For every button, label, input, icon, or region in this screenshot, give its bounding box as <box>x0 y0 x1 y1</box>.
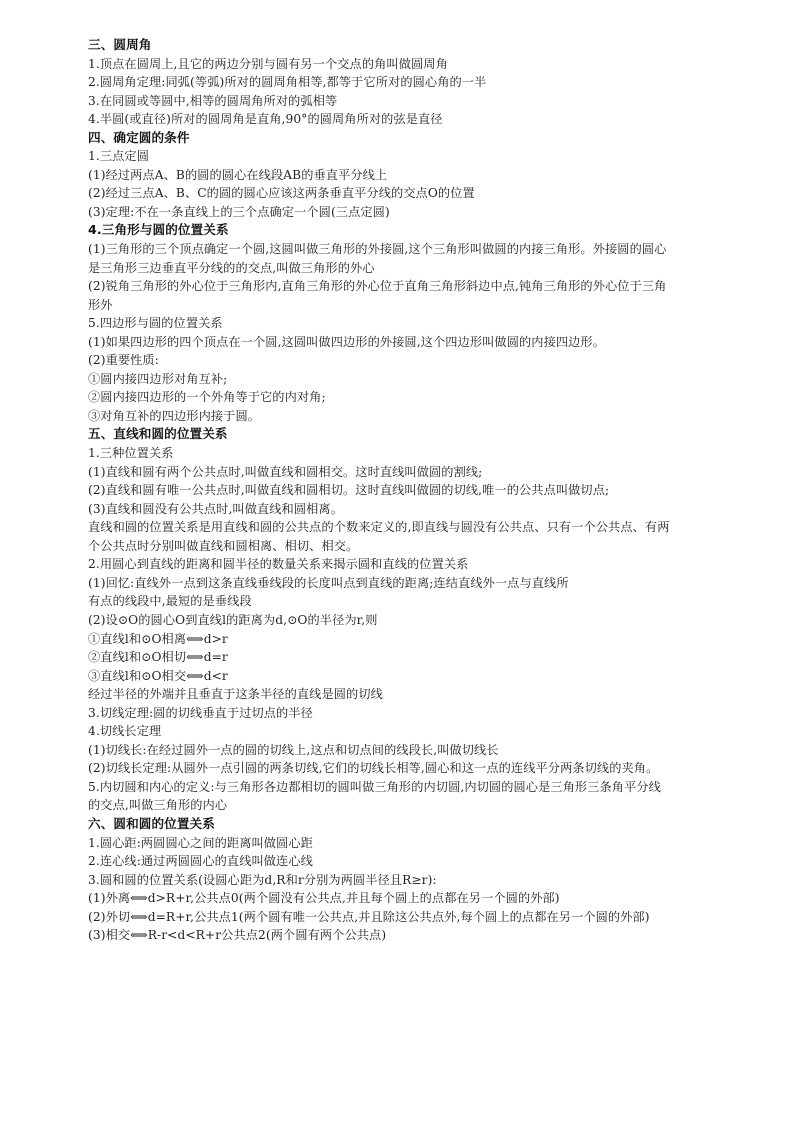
text-line: 1.圆心距:两圆圆心之间的距离叫做圆心距 <box>88 835 313 850</box>
text-line: 2.用圆心到直线的距离和圆半径的数量关系来揭示圆和直线的位置关系 <box>88 557 469 572</box>
text-line: 经过半径的外端并且垂直于这条半径的直线是圆的切线 <box>88 687 383 702</box>
text-line: ③对角互补的四边形内接于圆。 <box>88 408 261 423</box>
text-line: 形外 <box>88 297 113 312</box>
text-line: (1)如果四边形的四个顶点在一个圆,这圆叫做四边形的外接圆,这个四边形叫做圆的内接四边形。 <box>88 334 606 349</box>
text-line: ②直线l和⊙O相切⟺d=r <box>88 650 228 665</box>
text-line: 2.连心线:通过两圆圆心的直线叫做连心线 <box>88 854 313 869</box>
text-line: 5.内切圆和内心的定义:与三角形各边都相切的圆叫做三角形的内切圆,内切圆的圆心是三角形三条角平分线 <box>88 779 661 794</box>
section-heading: 四、确定圆的条件 <box>88 129 190 145</box>
text-line: 是三角形三边垂直平分线的的交点,叫做三角形的外心 <box>88 260 375 275</box>
section-heading: 三、圆周角 <box>88 37 152 52</box>
text-line: (1)回忆:直线外一点到这条直线垂线段的长度叫点到直线的距离;连结直线外一点与直线所 <box>88 575 569 590</box>
text-line: (2)设⊙O的圆心O到直线l的距离为d,⊙O的半径为r,则 <box>88 612 378 627</box>
document-body <box>88 36 728 945</box>
section-heading: 五、直线和圆的位置关系 <box>88 426 228 442</box>
section-heading: 4.三角形与圆的位置关系 <box>88 222 229 238</box>
text-line: ①直线l和⊙O相离⟺d>r <box>88 631 228 646</box>
text-line: (1)外离⟺d>R+r,公共点0(两个圆没有公共点,并且每个圆上的点都在另一个圆的外部) <box>88 891 560 906</box>
text-line: ②圆内接四边形的一个外角等于它的内对角; <box>88 390 326 405</box>
text-line: 1.三点定圆 <box>88 149 149 164</box>
text-line: 5.四边形与圆的位置关系 <box>88 316 223 331</box>
text-line: (2)切线长定理:从圆外一点引圆的两条切线,它们的切线长相等,圆心和这一点的连线平分两条切线的夹角。 <box>88 761 659 776</box>
text-line: (1)经过两点A、B的圆的圆心在线段AB的垂直平分线上 <box>88 167 388 182</box>
text-line: (2)锐角三角形的外心位于三角形内,直角三角形的外心位于直角三角形斜边中点,钝角三角形的外心位于三角 <box>88 279 667 294</box>
text-line: 1.三种位置关系 <box>88 446 174 461</box>
text-line: 直线和圆的位置关系是用直线和圆的公共点的个数来定义的,即直线与圆没有公共点、只有一个公共点、有两 <box>88 520 670 535</box>
text-line: 的交点,叫做三角形的内心 <box>88 798 228 813</box>
section-heading: 六、圆和圆的位置关系 <box>88 815 215 831</box>
text-line: 3.切线定理:圆的切线垂直于过切点的半径 <box>88 705 313 720</box>
text-line: 2.圆周角定理:同弧(等弧)所对的圆周角相等,都等于它所对的圆心角的一半 <box>88 75 487 90</box>
text-line: 4.半圆(或直径)所对的圆周角是直角,90°的圆周角所对的弦是直径 <box>88 112 443 127</box>
text-line: (2)经过三点A、B、C的圆的圆心应该这两条垂直平分线的交点O的位置 <box>88 186 475 201</box>
text-line: 3.在同圆或等圆中,相等的圆周角所对的弧相等 <box>88 93 338 108</box>
text-line: ①圆内接四边形对角互补; <box>88 371 228 386</box>
text-line: (3)直线和圆没有公共点时,叫做直线和圆相离。 <box>88 501 343 516</box>
text-line: 3.圆和圆的位置关系(设圆心距为d,R和r分别为两圆半径且R≥r): <box>88 872 437 887</box>
text-line: (1)三角形的三个顶点确定一个圆,这圆叫做三角形的外接圆,这个三角形叫做圆的内接三角形。外接圆的圆心 <box>88 242 667 257</box>
text-line: (1)直线和圆有两个公共点时,叫做直线和圆相交。这时直线叫做圆的割线; <box>88 464 483 479</box>
text-line: 1.顶点在圆周上,且它的两边分别与圆有另一个交点的角叫做圆周角 <box>88 56 448 71</box>
text-line: (2)外切⟺d=R+r,公共点1(两个圆有唯一公共点,并且除这公共点外,每个圆上的点都在另一个圆的外部) <box>88 909 650 924</box>
text-line: 有点的线段中,最短的是垂线段 <box>88 594 252 609</box>
text-line: (2)重要性质: <box>88 353 159 368</box>
text-line: 个公共点时分别叫做直线和圆相离、相切、相交。 <box>88 538 359 553</box>
text-line: (1)切线长:在经过圆外一点的圆的切线上,这点和切点间的线段长,叫做切线长 <box>88 742 499 757</box>
text-line: 4.切线长定理 <box>88 724 162 739</box>
text-line: (2)直线和圆有唯一公共点时,叫做直线和圆相切。这时直线叫做圆的切线,唯一的公共点叫做切点; <box>88 483 610 498</box>
text-line: (3)相交⟺R-r<d<R+r公共点2(两个圆有两个公共点) <box>88 928 387 943</box>
text-line: (3)定理:不在一条直线上的三个点确定一个圆(三点定圆) <box>88 204 390 219</box>
text-line: ③直线l和⊙O相交⟺d<r <box>88 668 228 683</box>
